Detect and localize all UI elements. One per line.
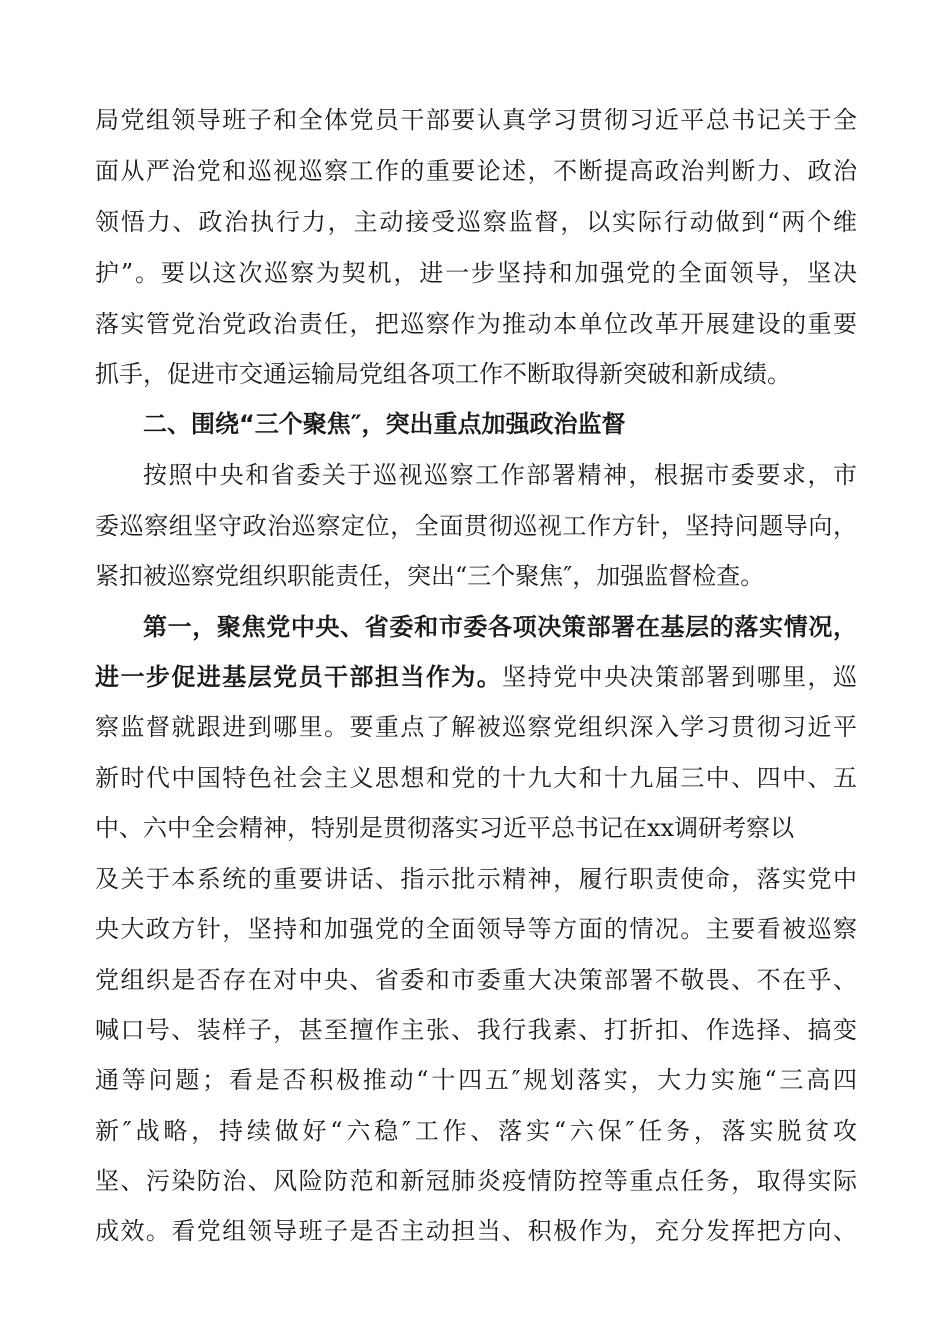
p3-line-12: 坚、污染防治、风险防范和新冠肺炎疫情防控等重点任务，取得实际 xyxy=(95,1167,857,1195)
p2-line-3: 紧扣被巡察党组织职能责任，突出“三个聚焦″，加强监督检查。 xyxy=(95,562,765,590)
p3-line-7: 央大政方针，坚持和加强党的全面领导等方面的情况。主要看被巡察 xyxy=(95,915,857,943)
p1-line-6: 抓手，促进市交通运输局党组各项工作不断取得新突破和新成绩。 xyxy=(95,360,791,388)
p3-line-8: 党组织是否存在对中央、省委和市委重大决策部署不敬畏、不在乎、 xyxy=(95,966,857,994)
p2-line-1: 按照中央和省委关于巡视巡察工作部署精神，根据市委要求，市 xyxy=(143,461,857,489)
p3-line-2-rest: 坚持党中央决策部署到哪里，巡 xyxy=(502,663,857,691)
p1-line-3: 领悟力、政治执行力，主动接受巡察监督，以实际行动做到“两个维 xyxy=(95,208,857,236)
p3-line-6: 及关于本系统的重要讲话、指示批示精神，履行职责使命，落实党中 xyxy=(95,865,857,893)
p3-line-10: 通等问题；看是否积极推动“十四五″规划落实，大力实施“三高四 xyxy=(95,1066,857,1094)
p1-line-2: 面从严治党和巡视巡察工作的重要论述，不断提高政治判断力、政治 xyxy=(95,157,857,185)
p1-line-4: 护”。要以这次巡察为契机，进一步坚持和加强党的全面领导，坚决 xyxy=(95,259,857,287)
p2-line-2: 委巡察组坚守政治巡察定位，全面贯彻巡视工作方针，坚持问题导向， xyxy=(95,512,857,540)
p3-line-9: 喊口号、装样子，甚至擅作主张、我行我素、打折扣、作选择、搞变 xyxy=(95,1016,857,1044)
section-heading-2: 二、围绕“三个聚焦″，突出重点加强政治监督 xyxy=(143,410,626,438)
p3-line-2 xyxy=(95,659,857,695)
p3-line-13: 成效。看党组领导班子是否主动担当、积极作为，充分发挥把方向、 xyxy=(95,1217,857,1245)
p3-line-3: 察监督就跟进到哪里。要重点了解被巡察党组织深入学习贯彻习近平 xyxy=(95,713,857,741)
p3-line-4: 新时代中国特色社会主义思想和党的十九大和十九届三中、四中、五 xyxy=(95,764,857,792)
p1-line-1: 局党组领导班子和全体党员干部要认真学习贯彻习近平总书记关于全 xyxy=(95,106,857,134)
p3-line-11: 新″战略，持续做好“六稳″工作、落实“六保″任务，落实脱贫攻 xyxy=(95,1117,857,1145)
p3-bold-line-1: 第一，聚焦党中央、省委和市委各项决策部署在基层的落实情况， xyxy=(143,613,857,641)
p1-line-5: 落实管党治党政治责任，把巡察作为推动本单位改革开展建设的重要 xyxy=(95,310,857,338)
p3-bold-lead: 进一步促进基层党员干部担当作为。 xyxy=(95,663,503,691)
p3-line-5: 中、六中全会精神，特别是贯彻落实习近平总书记在xx调研考察以 xyxy=(95,814,795,842)
